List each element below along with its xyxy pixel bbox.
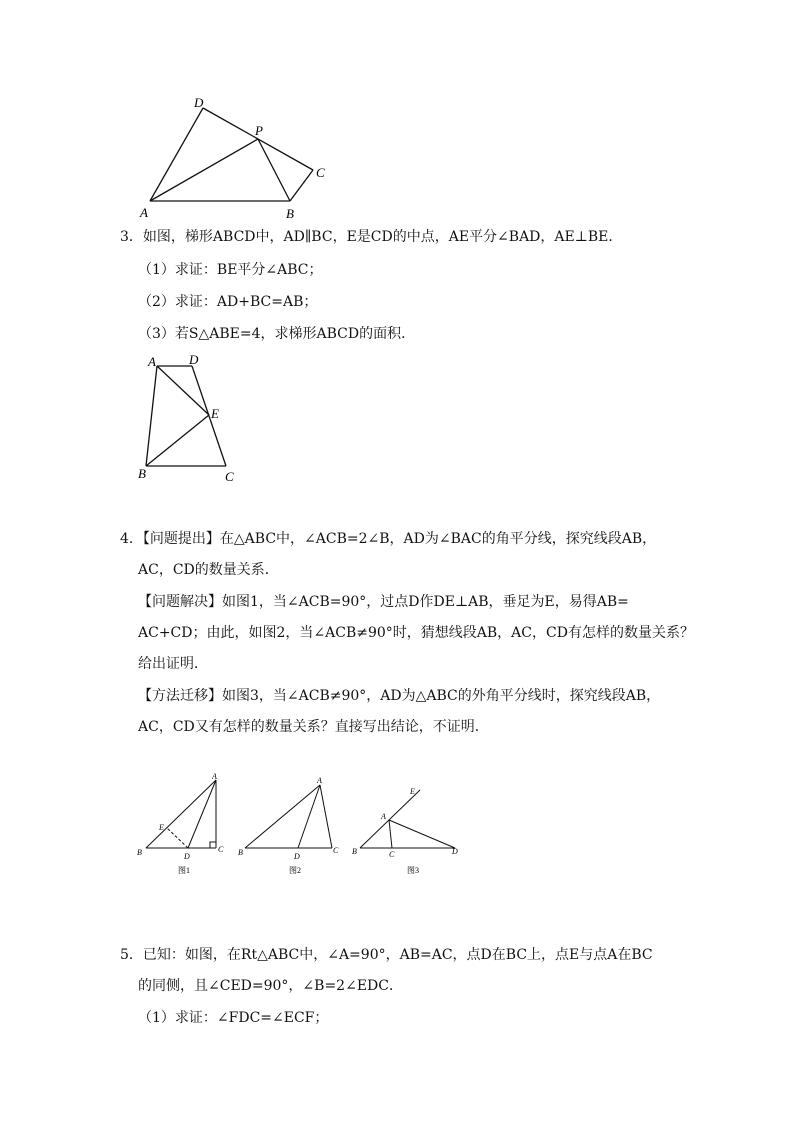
label-E: E	[211, 406, 219, 421]
fig1-caption: 图1	[178, 866, 190, 875]
q3-stem: 3．如图，梯形ABCD中，AD∥BC，E是CD的中点，AE平分∠BAD，AE⊥BE．	[120, 229, 623, 245]
fig3-label-E: E	[410, 787, 415, 796]
segment-CB	[290, 170, 313, 201]
q3-part1: （1）求证：BE平分∠ABC；	[138, 262, 323, 278]
fig3-label-C: C	[389, 850, 395, 859]
segment-AE	[157, 366, 209, 415]
label-B: B	[138, 466, 146, 481]
fig3-label-B: B	[352, 847, 357, 856]
fig1-label-A: A	[212, 772, 217, 781]
figure-top-quadrilateral	[130, 90, 340, 225]
label-D: D	[194, 95, 204, 110]
q4-line1: 4．【问题提出】在△ABC中，∠ACB=2∠B，AD为∠BAC的角平分线，探究线段AB，	[120, 531, 657, 547]
label-A: A	[148, 354, 156, 369]
q3-part2: （2）求证：AD+BC=AB；	[138, 294, 318, 310]
q5-line2: 的同侧，且∠CED=90°，∠B=2∠EDC．	[138, 978, 403, 994]
q4-line7: AC，CD又有怎样的数量关系？直接写出结论，不证明．	[138, 719, 489, 735]
segment-EB	[146, 415, 209, 466]
fig2-label-D: D	[294, 852, 300, 861]
fig2-label-B: B	[238, 848, 243, 857]
fig2-caption: 图2	[289, 866, 301, 875]
q4-line5: 给出证明．	[138, 656, 208, 672]
fig3-label-A: A	[381, 812, 386, 821]
label-C: C	[316, 165, 325, 180]
fig2-label-C: C	[333, 846, 339, 855]
label-A: A	[140, 205, 148, 220]
figure-1	[137, 772, 224, 875]
fig1-label-D: D	[184, 852, 190, 861]
q4-line2: AC，CD的数量关系．	[138, 562, 279, 578]
figure-2	[238, 776, 339, 875]
figure-3	[352, 787, 458, 875]
q3-part3: （3）若S△ABE=4，求梯形ABCD的面积．	[138, 326, 416, 342]
label-B: B	[286, 206, 294, 221]
figure-q3-trapezoid	[130, 350, 245, 485]
fig3-caption: 图3	[407, 866, 419, 875]
fig1-label-B: B	[137, 848, 142, 857]
q4-line6: 【方法迁移】如图3，当∠ACB≠90°，AD为△ABC的外角平分线时，探究线段AB，	[138, 688, 661, 704]
q4-line3: 【问题解决】如图1，当∠ACB=90°，过点D作DE⊥AB，垂足为E，易得AB=	[138, 594, 629, 610]
fig1-label-C: C	[218, 845, 224, 854]
figure-q4-diagrams	[130, 765, 475, 880]
fig1-label-E: E	[159, 823, 164, 832]
q4-line4: AC+CD；由此，如图2，当∠ACB≠90°时，猜想线段AB，AC，CD有怎样的数量关系？	[138, 625, 694, 641]
label-D: D	[189, 352, 199, 367]
segment-BA	[146, 366, 157, 466]
q5-line1: 5．已知：如图，在Rt△ABC中，∠A=90°，AB=AC，点D在BC上，点E与点A在BC	[120, 947, 653, 963]
fig3-label-D: D	[452, 847, 458, 856]
segment-AP	[150, 139, 258, 201]
label-P: P	[255, 123, 263, 138]
fig2-label-A: A	[317, 776, 322, 785]
segment-AD	[150, 108, 203, 201]
segment-DC	[192, 366, 226, 466]
q5-part1: （1）求证：∠FDC=∠ECF；	[138, 1010, 329, 1026]
label-C: C	[225, 469, 234, 484]
